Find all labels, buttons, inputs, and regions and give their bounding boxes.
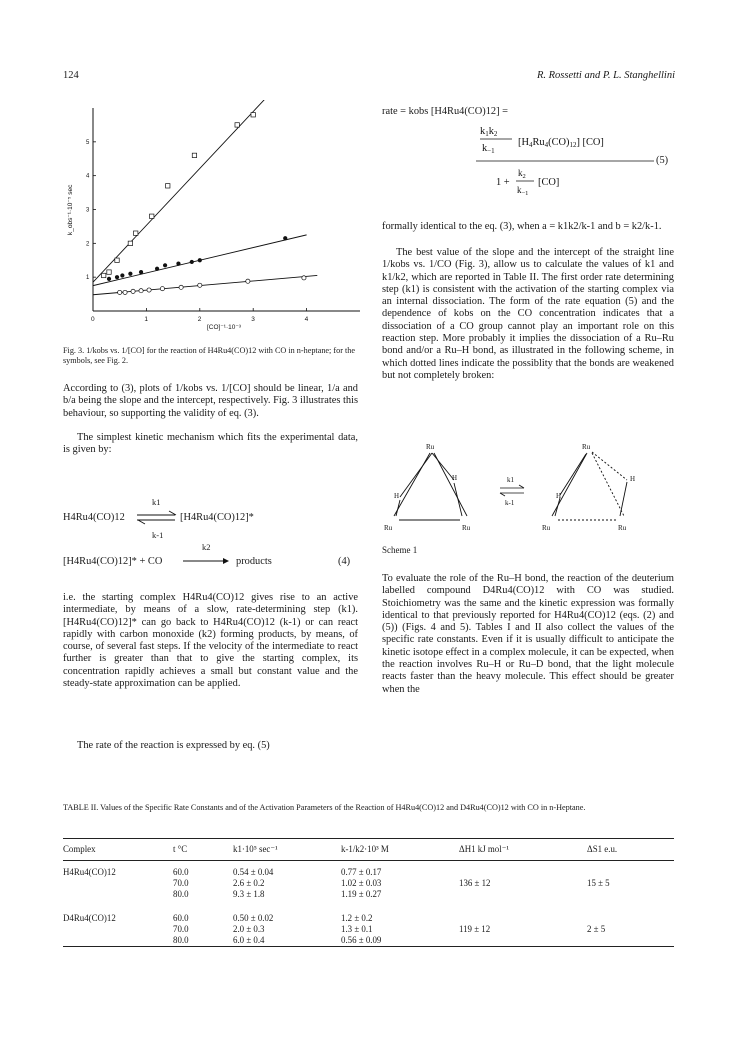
data-point-open <box>246 279 250 283</box>
table-row <box>63 867 674 878</box>
scheme-ru-top-left: Ru <box>426 443 435 451</box>
eq1-left: H4Ru4(CO)12 <box>63 512 125 523</box>
svg-text:[CO]: [CO] <box>538 177 560 188</box>
scheme-1 <box>382 440 674 535</box>
data-point-open <box>198 283 202 287</box>
eq1-right: [H4Ru4(CO)12]* <box>180 512 254 523</box>
table-caption: TABLE II. Values of the Specific Rate Constants and of the Activation Parameters of the Reaction of H4Ru4(CO)12 and D4Ru4(CO)12 with CO in n-Heptane. <box>63 803 586 812</box>
reaction-arrow <box>181 556 231 566</box>
dh-cell: 136 ± 12 <box>459 878 491 888</box>
svg-text:k1k2: k1k2 <box>480 126 498 138</box>
eq1-km1: k-1 <box>152 530 164 540</box>
y-tick-label: 4 <box>86 173 90 180</box>
data-point-open <box>131 289 135 293</box>
fit-lines <box>93 100 317 295</box>
data-points <box>101 113 306 295</box>
data-point-square <box>107 270 111 274</box>
data-point-filled <box>198 258 202 262</box>
right-paragraph-2: The best value of the slope and the intercept of the straight line 1/kobs vs. 1/CO (Fig. 3), allow us to calculate the values of k1 and k1/k2, which are reported in Table II. The first order rate determining step (k1) is consistent with the activation of the starting complex via an internal dissociation. The form of the rate equation (5) and the dependence of kobs on the CO concentration indicates that a dissociation of a CO group cannot play an important role on this reaction step. More probably it implies the dissociation of a Ru–Ru bond and/or a Ru–H bond, as illustrated in the following scheme, in which dotted lines indicate the possiblity that the bonds are weakened but not completely broken: <box>382 247 674 381</box>
data-point-square <box>235 123 239 127</box>
data-point-open <box>160 287 164 291</box>
scheme-k1: k1 <box>507 476 514 484</box>
ratio-cell: 1.2 ± 0.2 <box>341 913 373 923</box>
data-point-square <box>150 214 154 218</box>
data-point-square <box>251 113 255 117</box>
scheme-ru-br2: Ru <box>618 524 627 532</box>
eq5-fraction <box>476 118 656 200</box>
complex-cell: D4Ru4(CO)12 <box>63 913 116 923</box>
t-cell: 80.0 <box>173 935 189 945</box>
x-axis-label: [CO]⁻¹·10⁻³ <box>207 324 241 331</box>
table-row <box>63 889 674 900</box>
x-tick-label: 3 <box>251 316 255 323</box>
col-header: k-1/k2·10³ M <box>341 844 389 854</box>
k1-cell: 0.50 ± 0.02 <box>233 913 274 923</box>
k1-cell: 2.6 ± 0.2 <box>233 878 265 888</box>
scheme-h-right: H <box>556 492 562 500</box>
scheme-ru-bl: Ru <box>384 524 393 532</box>
ds-cell: 2 ± 5 <box>587 924 606 934</box>
data-point-square <box>115 258 119 262</box>
scheme-ru-bl2: Ru <box>542 524 551 532</box>
table-row <box>63 913 674 924</box>
x-tick-label: 2 <box>197 316 202 323</box>
eq5-line1: rate = kobs [H4Ru4(CO)12] = <box>382 106 508 117</box>
eq1-k1: k1 <box>152 497 161 507</box>
eq2-k2: k2 <box>202 542 211 552</box>
left-paragraph-1: According to (3), plots of 1/kobs vs. 1/[CO] should be linear, 1/a and b/a being the slope and the intercept, respectively. Fig. 3 illustrates this behaviour, so supporting the validity of eq. (3). <box>63 383 358 419</box>
data-point-filled <box>190 260 194 264</box>
data-point-square <box>166 184 170 188</box>
t-cell: 60.0 <box>173 913 189 923</box>
equilibrium-arrows <box>135 508 179 528</box>
ratio-cell: 1.19 ± 0.27 <box>341 889 382 899</box>
scheme-label: Scheme 1 <box>382 545 418 555</box>
y-axis-label: k_obs⁻¹·10⁻⁵ sec <box>67 184 74 235</box>
scheme-km1: k-1 <box>505 499 515 507</box>
k1-cell: 6.0 ± 0.4 <box>233 935 265 945</box>
k1-cell: 0.54 ± 0.04 <box>233 867 274 877</box>
eq5-number: (5) <box>656 155 669 166</box>
data-point-open <box>118 290 122 294</box>
ratio-cell: 1.3 ± 0.1 <box>341 924 373 934</box>
k1-cell: 2.0 ± 0.3 <box>233 924 265 934</box>
left-paragraph-2: The simplest kinetic mechanism which fits the experimental data, is given by: <box>63 432 358 456</box>
y-tick-label: 3 <box>86 207 90 214</box>
scheme-ru-br: Ru <box>462 524 471 532</box>
eq2-left: [H4Ru4(CO)12]* + CO <box>63 556 163 567</box>
ratio-cell: 0.77 ± 0.17 <box>341 867 382 877</box>
t-cell: 80.0 <box>173 889 189 899</box>
col-header: ΔS1 e.u. <box>587 844 618 854</box>
data-point-filled <box>155 267 159 271</box>
svg-text:k−1: $k_{-1}$ <box>517 185 529 197</box>
dh-cell: 119 ± 12 <box>459 924 491 934</box>
ticks <box>86 140 309 323</box>
data-point-square <box>192 153 196 157</box>
col-header: k1·10⁵ sec⁻¹ <box>233 844 278 854</box>
scheme-h-left2: H <box>452 474 458 482</box>
right-paragraph-1: formally identical to the eq. (3), when a = k1k2/k-1 and b = k2/k-1. <box>382 221 662 232</box>
x-tick-label: 1 <box>144 316 149 323</box>
table-row <box>63 924 674 935</box>
ratio-cell: 0.56 ± 0.09 <box>341 935 382 945</box>
y-tick-label: 2 <box>86 241 90 248</box>
data-point-filled <box>176 262 180 266</box>
data-point-filled <box>107 277 111 281</box>
data-point-open <box>179 285 183 289</box>
k1-cell: 9.3 ± 1.8 <box>233 889 265 899</box>
table-2 <box>63 844 674 946</box>
page-number: 124 <box>63 70 79 81</box>
data-point-filled <box>128 272 132 276</box>
y-tick-label: 1 <box>86 275 90 282</box>
data-point-open <box>302 276 306 280</box>
left-paragraph-4: The rate of the reaction is expressed by eq. (5) <box>77 740 270 751</box>
col-header: Complex <box>63 844 96 854</box>
table-rule-bottom <box>63 946 674 947</box>
t-cell: 60.0 <box>173 867 189 877</box>
x-tick-label: 0 <box>91 316 95 323</box>
running-head: R. Rossetti and P. L. Stanghellini <box>536 70 675 81</box>
ds-cell: 15 ± 5 <box>587 878 610 888</box>
table-row <box>63 935 674 946</box>
svg-text:k2: $k_2$ <box>518 168 526 180</box>
eq2-number: (4) <box>338 556 351 567</box>
data-point-open <box>139 289 143 293</box>
table-rule-top <box>63 838 674 839</box>
data-point-square <box>101 273 105 277</box>
left-paragraph-3: i.e. the starting complex H4Ru4(CO)12 gives rise to an active intermediate, by means of a slow, rate-determining step (k1). [H4Ru4(CO)12]* can go back to H4Ru4(CO)12 (k-1) or can react rapidly with carbon monoxide (k2) forming products, by means, of course, of several fast steps. If the velocity of the intermediate to react further is greater than that to give the starting complex, its concentration rapidly achieves a small but constant value and the steady-state approximation can be applied. <box>63 592 358 690</box>
data-point-square <box>134 231 138 235</box>
complex-cell: H4Ru4(CO)12 <box>63 867 116 877</box>
data-point-filled <box>120 273 124 277</box>
right-paragraph-3: To evaluate the role of the Ru–H bond, the reaction of the deuterium labelled compound D4Ru4(CO)12 with CO was studied. Stoichiometry was the same and the kinetic expression was formally identical to that previously reported for H4Ru4(CO)12 (eqs. (2) and (5)) (Figs. 4 and 5). Tables I and II also collect the values of the specific rate constants. Even if it is usually difficult to anticipate the kinetic isotope effect in a complex molecule, it can be expected, when the reaction involves Ru–H or Ru–D bond, that the light molecule reacts faster than the heavy molecule. This effect should be greater when the <box>382 573 674 695</box>
figure-3-chart <box>60 100 360 335</box>
data-point-open <box>123 290 127 294</box>
scheme-h-left: H <box>394 492 400 500</box>
axes <box>93 108 360 311</box>
svg-text:k−1: k−1 <box>482 143 495 155</box>
data-point-filled <box>115 275 119 279</box>
data-point-square <box>128 241 132 245</box>
ratio-cell: 1.02 ± 0.03 <box>341 878 382 888</box>
svg-text:1 +: 1 + <box>496 177 510 188</box>
t-cell: 70.0 <box>173 878 189 888</box>
x-tick-label: 4 <box>304 316 309 323</box>
data-point-filled <box>139 270 143 274</box>
svg-text:[H4Ru4(CO)12] [CO]: [H4Ru4(CO)12] [CO] <box>518 137 604 149</box>
fit-line <box>93 100 269 282</box>
t-cell: 70.0 <box>173 924 189 934</box>
eq2-right: products <box>236 556 272 567</box>
data-point-filled <box>163 263 167 267</box>
table-row <box>63 878 674 889</box>
y-tick-label: 5 <box>86 139 90 146</box>
data-point-open <box>147 288 151 292</box>
scheme-ru-top-right: Ru <box>582 443 591 451</box>
data-point-filled <box>283 236 287 240</box>
col-header: t °C <box>173 844 188 854</box>
table-header-row <box>63 844 674 855</box>
figure-3-caption: Fig. 3. 1/kobs vs. 1/[CO] for the reaction of H4Ru4(CO)12 with CO in n-heptane; for the symbols, see Fig. 2. <box>63 346 355 365</box>
scheme-h-right2: H <box>630 475 636 483</box>
col-header: ΔH1 kJ mol⁻¹ <box>459 844 510 854</box>
